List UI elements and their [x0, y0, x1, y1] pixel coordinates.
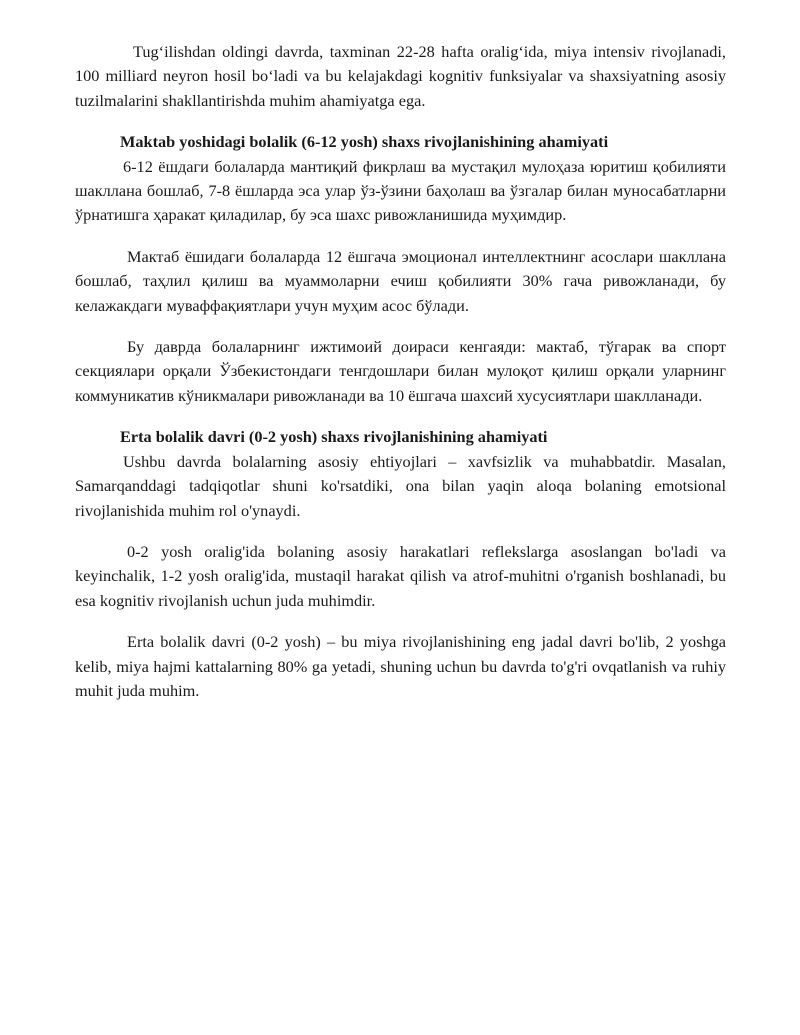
heading-early-childhood: Erta bolalik davri (0-2 yosh) shaxs rivojlanishining ahamiyati	[120, 427, 548, 447]
heading-school-age: Maktab yoshidagi bolalik (6-12 yosh) shaxs rivojlanishining ahamiyati	[120, 132, 609, 152]
paragraph-prenatal: Tug‘ilishdan oldingi davrda, taxminan 22-28 hafta oralig‘ida, miya intensiv rivojlanadi, 100 milliard neyron hosil bo‘ladi va bu kelajakdagi kognitiv funksiyalar va shaxsiyatning asosiy tuzilmalarini shakllantirishda muhim ahamiyatga ega.	[75, 42, 726, 110]
paragraph-school-emotional: Мактаб ёшидаги болаларда 12 ёшгача эмоционал интеллектнинг асослари шакллана бошлаб, таҳлил қилиш ва муаммоларни ечиш қобилияти 30% гача ривожланади, бу келажакдаги муваффақиятлари учун муҳим асос бўлади.	[75, 246, 726, 315]
paragraph-school-logic: 6-12 ёшдаги болаларда мантиқий фикрлаш ва мустақил мулоҳаза юритиш қобилияти шакллана бошлаб, 7-8 ёшларда эса улар ўз-ўзини баҳолаш ва ўзгалар билан муносабатларни ўрнатишга ҳаракат қиладилар, бу эса шахс ривожланишида муҳимдир.	[75, 156, 726, 225]
paragraph-early-brain: Erta bolalik davri (0-2 yosh) – bu miya rivojlanishining eng jadal davri bo'lib, 2 yoshga kelib, miya hajmi kattalarning 80% ga yetadi, shuning uchun bu davrda to'g'ri ovqatlanish va ruhiy muhit juda muhim.	[75, 632, 726, 700]
paragraph-early-needs: Ushbu davrda bolalarning asosiy ehtiyojlari – xavfsizlik va muhabbatdir. Masalan, Samarqanddagi tadqiqotlar shuni ko'rsatdiki, ona bilan yaqin aloqa bolaning emotsional rivojlanishida muhim rol o'ynaydi.	[75, 451, 726, 520]
document-body	[75, 40, 726, 703]
paragraph-early-movement: 0-2 yosh oralig'ida bolaning asosiy harakatlari reflekslarga asoslangan bo'ladi va keyinchalik, 1-2 yosh oralig'ida, mustaqil harakat qilish va atrof-muhitni o'rganish boshlanadi, bu esa kognitiv rivojlanish uchun juda muhimdir.	[75, 541, 726, 610]
paragraph-school-social: Бу даврда болаларнинг ижтимоий доираси кенгаяди: мактаб, тўгарак ва спорт секциялари орқали Ўзбекистондаги тенгдошлари билан мулоқот қилиш орқали уларнинг коммуникатив кўникмалари ривожланади ва 10 ёшгача шахсий хусусиятлари шаклланади.	[75, 337, 726, 405]
